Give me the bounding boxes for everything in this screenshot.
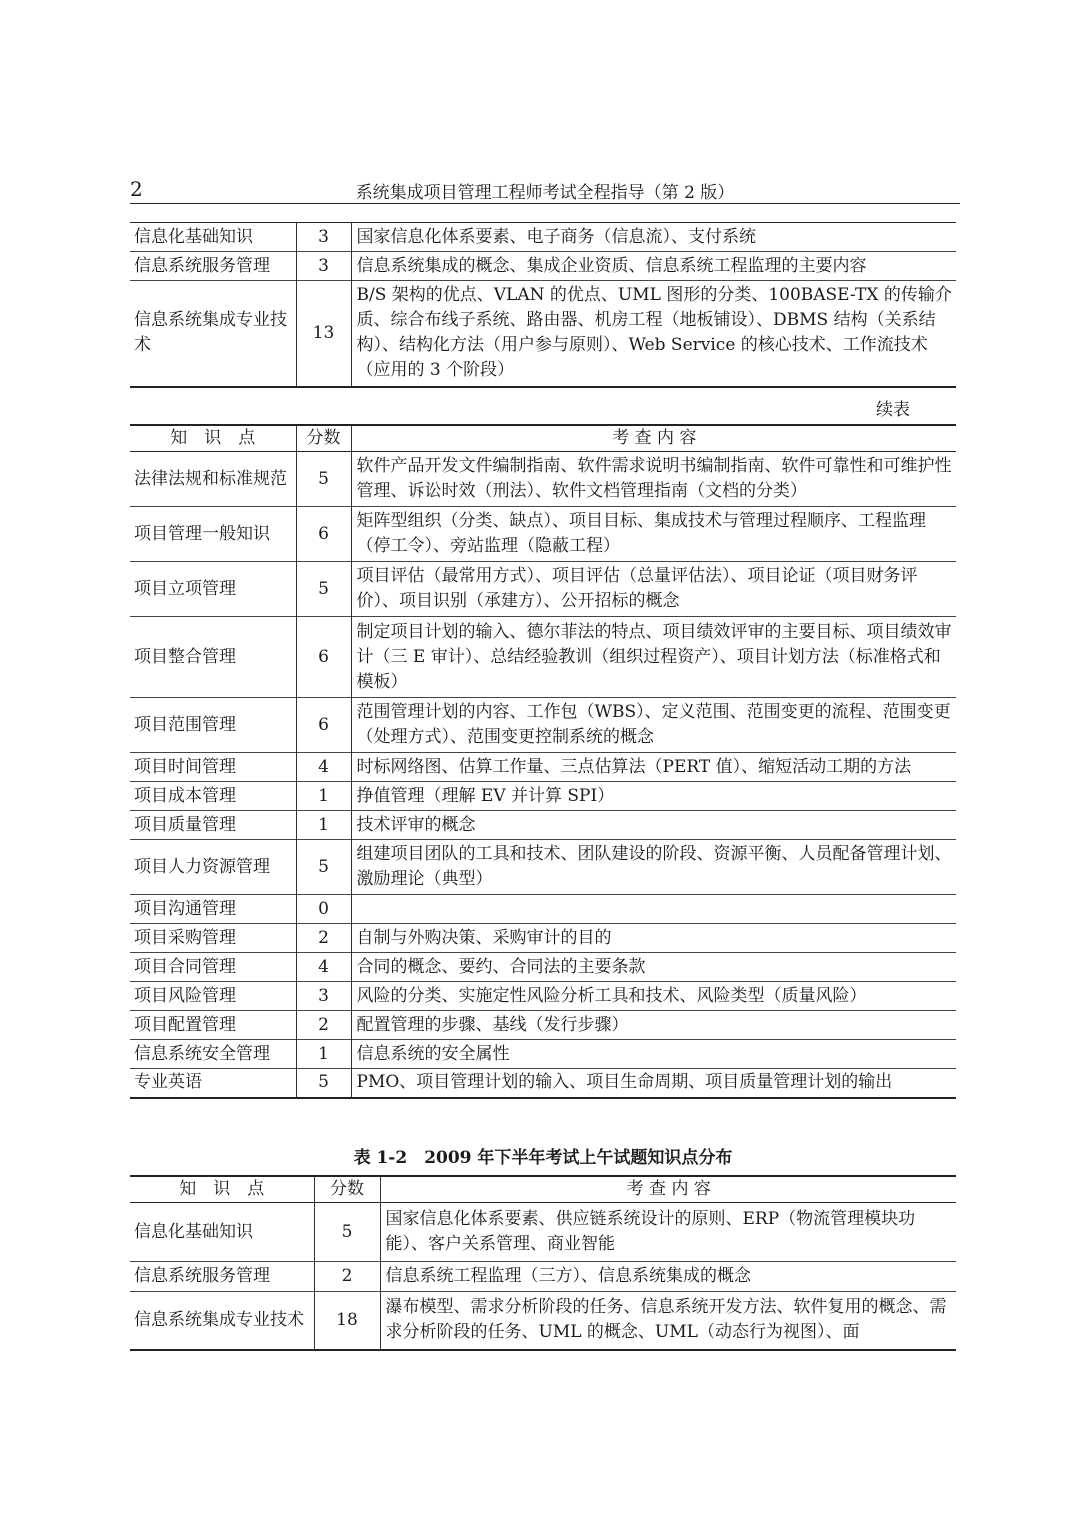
score-cell: 6 — [296, 507, 351, 562]
table-row — [130, 924, 956, 953]
content-cell: 信息系统的安全属性 — [351, 1040, 956, 1069]
content-cell: 组建项目团队的工具和技术、团队建设的阶段、资源平衡、人员配备管理计划、激励理论（典型） — [351, 840, 956, 895]
score-cell: 1 — [296, 782, 351, 811]
score-cell: 2 — [296, 1011, 351, 1040]
table-row — [130, 252, 956, 281]
score-cell: 2 — [296, 924, 351, 953]
table-row — [130, 1292, 956, 1350]
table-row — [130, 953, 956, 982]
score-cell: 5 — [296, 562, 351, 617]
score-cell: 0 — [296, 895, 351, 924]
score-cell: 13 — [296, 281, 351, 387]
topic-cell: 信息化基础知识 — [130, 1203, 314, 1262]
content-cell: 软件产品开发文件编制指南、软件需求说明书编制指南、软件可靠性和可维护性管理、诉讼时效（刑法）、软件文档管理指南（文档的分类） — [356, 456, 952, 501]
header-score: 分数 — [296, 425, 351, 452]
score-cell: 6 — [296, 617, 351, 698]
table-row — [130, 617, 956, 698]
topic-cell: 法律法规和标准规范 — [130, 452, 296, 507]
content-cell: B/S 架构的优点、VLAN 的优点、UML 图形的分类、100BASE-TX 的传输介质、综合布线子系统、路由器、机房工程（地板铺设）、DBMS 结构（关系结构）、结构化方法（用户参与原则）、Web Service 的核心技术、工作流技术（应用的 3 个阶段） — [351, 281, 956, 387]
table-row — [130, 562, 956, 617]
topic-cell: 项目整合管理 — [130, 617, 296, 698]
score-cell: 5 — [296, 1069, 351, 1098]
score-cell: 5 — [296, 840, 351, 895]
table-row — [130, 782, 956, 811]
table-header-row — [130, 1176, 956, 1203]
topic-cell: 信息系统集成专业技术 — [130, 281, 296, 387]
score-cell: 2 — [314, 1262, 380, 1292]
table-row — [130, 840, 956, 895]
content-cell: 瀑布模型、需求分析阶段的任务、信息系统开发方法、软件复用的概念、需求分析阶段的任务、UML 的概念、UML（动态行为视图）、面 — [380, 1292, 956, 1350]
topic-cell: 项目时间管理 — [130, 753, 296, 782]
table-top-continuation — [130, 222, 956, 388]
header-topic: 知 识 点 — [130, 1176, 314, 1203]
content-cell: 挣值管理（理解 EV 并计算 SPI） — [351, 782, 956, 811]
content-cell: 风险的分类、实施定性风险分析工具和技术、风险类型（质量风险） — [351, 982, 956, 1011]
table-continued — [130, 424, 956, 1099]
table-row — [130, 698, 956, 753]
score-cell: 5 — [314, 1203, 380, 1262]
content-cell: 国家信息化体系要素、供应链系统设计的原则、ERP（物流管理模块功能）、客户关系管理、商业智能 — [385, 1209, 916, 1254]
topic-cell: 项目合同管理 — [130, 953, 296, 982]
table-row — [130, 753, 956, 782]
topic-cell: 项目质量管理 — [130, 811, 296, 840]
table-row — [130, 895, 956, 924]
table-row — [130, 982, 956, 1011]
content-cell: 制定项目计划的输入、德尔菲法的特点、项目绩效评审的主要目标、项目绩效审计（三 E 审计）、总结经验教训（组织过程资产）、项目计划方法（标准格式和模板） — [351, 617, 956, 698]
score-cell: 6 — [296, 698, 351, 753]
table-row — [130, 223, 956, 252]
table-row — [130, 281, 956, 387]
content-cell: 范围管理计划的内容、工作包（WBS）、定义范围、范围变更的流程、范围变更（处理方式）、范围变更控制系统的概念 — [351, 698, 956, 753]
running-header — [130, 177, 960, 204]
topic-cell: 信息化基础知识 — [130, 223, 296, 252]
topic-cell: 信息系统安全管理 — [130, 1040, 296, 1069]
topic-cell: 项目人力资源管理 — [130, 840, 296, 895]
content-cell: PMO、项目管理计划的输入、项目生命周期、项目质量管理计划的输出 — [351, 1069, 956, 1098]
table-row — [130, 452, 956, 507]
content-cell: 国家信息化体系要素、电子商务（信息流）、支付系统 — [356, 226, 756, 247]
page-number: 2 — [130, 177, 143, 201]
table-row — [130, 1069, 956, 1098]
table-row — [130, 1040, 956, 1069]
table-row — [130, 811, 956, 840]
content-cell: 配置管理的步骤、基线（发行步骤） — [351, 1011, 956, 1040]
score-cell: 18 — [314, 1292, 380, 1350]
score-cell: 4 — [296, 753, 351, 782]
topic-cell: 项目管理一般知识 — [130, 507, 296, 562]
content-cell: 项目评估（最常用方式）、项目评估（总量评估法）、项目论证（项目财务评价）、项目识别（承建方）、公开招标的概念 — [351, 562, 956, 617]
table-1-2 — [130, 1175, 956, 1351]
content-cell: 矩阵型组织（分类、缺点）、项目目标、集成技术与管理过程顺序、工程监理（停工令）、旁站监理（隐蔽工程） — [351, 507, 956, 562]
topic-cell: 信息系统服务管理 — [130, 1262, 314, 1292]
header-topic: 知 识 点 — [130, 425, 296, 452]
table-row — [130, 1011, 956, 1040]
table-row — [130, 1203, 956, 1262]
header-score: 分数 — [314, 1176, 380, 1203]
topic-cell: 信息系统集成专业技术 — [130, 1292, 314, 1350]
content-cell: 合同的概念、要约、合同法的主要条款 — [351, 953, 956, 982]
content-cell: 信息系统工程监理（三方）、信息系统集成的概念 — [380, 1262, 956, 1292]
score-cell: 3 — [296, 982, 351, 1011]
table-header-row — [130, 425, 956, 452]
book-title: 系统集成项目管理工程师考试全程指导（第 2 版） — [355, 183, 735, 203]
content-cell — [351, 895, 956, 924]
score-cell: 4 — [296, 953, 351, 982]
topic-cell: 项目成本管理 — [130, 782, 296, 811]
topic-cell: 项目立项管理 — [130, 562, 296, 617]
topic-cell: 项目范围管理 — [130, 698, 296, 753]
table-caption: 表 1-2 2009 年下半年考试上午试题知识点分布 — [353, 1148, 733, 1168]
topic-cell: 项目配置管理 — [130, 1011, 296, 1040]
topic-cell: 专业英语 — [130, 1069, 296, 1098]
table-row — [130, 1262, 956, 1292]
header-content: 考 查 内 容 — [351, 425, 956, 452]
score-cell: 3 — [296, 223, 351, 252]
content-cell: 时标网络图、估算工作量、三点估算法（PERT 值）、缩短活动工期的方法 — [351, 753, 956, 782]
content-cell: 信息系统集成的概念、集成企业资质、信息系统工程监理的主要内容 — [351, 252, 956, 281]
header-content: 考 查 内 容 — [380, 1176, 956, 1203]
content-cell: 自制与外购决策、采购审计的目的 — [351, 924, 956, 953]
topic-cell: 信息系统服务管理 — [130, 252, 296, 281]
score-cell: 5 — [296, 452, 351, 507]
topic-cell: 项目风险管理 — [130, 982, 296, 1011]
continued-label: 续表 — [876, 400, 910, 420]
content-cell: 技术评审的概念 — [351, 811, 956, 840]
score-cell: 1 — [296, 811, 351, 840]
score-cell: 3 — [296, 252, 351, 281]
table-row — [130, 507, 956, 562]
topic-cell: 项目采购管理 — [130, 924, 296, 953]
score-cell: 1 — [296, 1040, 351, 1069]
topic-cell: 项目沟通管理 — [130, 895, 296, 924]
